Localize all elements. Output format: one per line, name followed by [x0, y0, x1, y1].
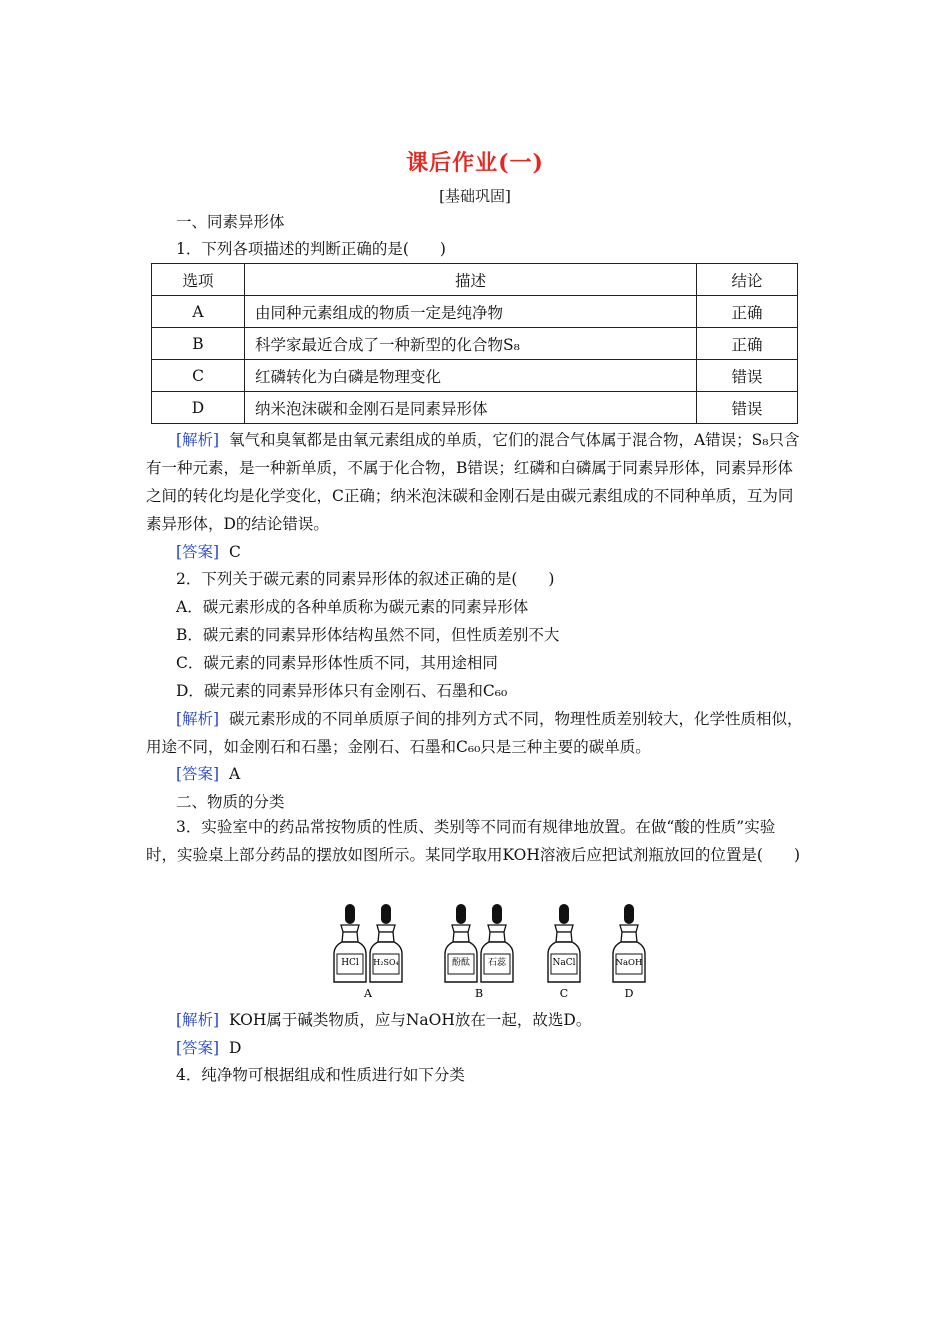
analysis-line	[176, 1008, 591, 1030]
table-cell: B	[152, 328, 245, 360]
bottle-label: H₂SO₄	[373, 958, 399, 967]
answer-line	[176, 540, 241, 562]
table-header: 描述	[245, 264, 697, 296]
option-b: B．碳元素的同素异形体结构虽然不同，但性质差别不大	[176, 626, 560, 644]
table-row	[152, 328, 798, 360]
analysis-text: 氧气和臭氧都是由氧元素组成的单质，它们的混合气体属于混合物，A错误；S₈只含有一种元素，是一种新单质，不属于化合物，B错误；红磷和白磷属于同素异形体，同素异形体之间的转化均是化学变化，C正确；纳米泡沫碳和金刚石是由碳元素组成的不同种单质，互为同素异形体，D的结论错误。	[146, 431, 800, 533]
bottle-naoh	[613, 904, 645, 982]
reagent-bottles-figure	[330, 902, 650, 1002]
table-cell: 由同种元素组成的物质一定是纯净物	[245, 296, 697, 328]
answer-tag: [答案]	[176, 543, 220, 561]
table-cell: 纳米泡沫碳和金刚石是同素异形体	[245, 392, 697, 424]
bottle-nacl	[548, 904, 580, 982]
table-cell: 正确	[697, 328, 798, 360]
section-heading: 二、物质的分类	[176, 793, 285, 811]
bottle-label: 石蕊	[487, 958, 507, 968]
bottle-label: 酚酞	[451, 958, 471, 968]
table-cell: D	[152, 392, 245, 424]
option-c: C．碳元素的同素异形体性质不同，其用途相同	[176, 654, 498, 672]
bottle-litmus	[481, 904, 513, 982]
group-label-b: B	[474, 987, 484, 1000]
analysis-tag: [解析]	[176, 431, 220, 449]
bottle-phenolphthalein	[445, 904, 477, 982]
table-header-row	[152, 264, 798, 296]
page-title: 课后作业(一)	[406, 150, 544, 176]
answer-value: C	[228, 543, 241, 561]
table-header: 结论	[697, 264, 798, 296]
question-stem: 1．下列各项描述的判断正确的是( )	[176, 240, 446, 258]
section-heading: 一、同素异形体	[176, 213, 285, 231]
table-cell: 正确	[697, 296, 798, 328]
table-cell: 错误	[697, 360, 798, 392]
option-a: A．碳元素形成的各种单质称为碳元素的同素异形体	[176, 598, 529, 616]
answer-tag: [答案]	[176, 765, 220, 783]
analysis-text: 碳元素形成的不同单质原子间的排列方式不同，物理性质差别较大，化学性质相似，用途不同，如金刚石和石墨；金刚石、石墨和C₆₀只是三种主要的碳单质。	[146, 710, 803, 756]
option-d: D．碳元素的同素异形体只有金刚石、石墨和C₆₀	[176, 682, 508, 700]
bottle-h2so4	[370, 904, 402, 982]
bottle-label: NaCl	[552, 958, 576, 968]
section-subtitle: [基础巩固]	[439, 187, 511, 205]
analysis-text: KOH属于碱类物质，应与NaOH放在一起，故选D。	[228, 1011, 592, 1029]
table-row	[152, 360, 798, 392]
question-stem: 3．实验室中的药品常按物质的性质、类别等不同而有规律地放置。在做“酸的性质”实验时，实验桌上部分药品的摆放如图所示。某同学取用KOH溶液后应把试剂瓶放回的位置是( )	[146, 818, 800, 864]
table-cell: C	[152, 360, 245, 392]
analysis-tag: [解析]	[176, 1011, 220, 1029]
table-row	[152, 392, 798, 424]
analysis-paragraph	[146, 426, 806, 538]
bottle-label: NaOH	[615, 958, 643, 968]
answer-tag: [答案]	[176, 1039, 220, 1057]
question-stem: 2．下列关于碳元素的同素异形体的叙述正确的是( )	[176, 570, 555, 588]
bottle-label: HCl	[341, 958, 359, 968]
table-cell: 红磷转化为白磷是物理变化	[245, 360, 697, 392]
answer-value: A	[228, 765, 241, 783]
bottle-hcl	[334, 904, 366, 982]
table-row	[152, 296, 798, 328]
answer-table	[151, 263, 798, 424]
answer-line	[176, 762, 240, 784]
answer-value: D	[228, 1039, 242, 1057]
group-label-a: A	[364, 987, 372, 1000]
table-cell: 科学家最近合成了一种新型的化合物S₈	[245, 328, 697, 360]
group-label-c: C	[559, 987, 569, 1000]
question-stem: 4．纯净物可根据组成和性质进行如下分类	[176, 1066, 465, 1084]
answer-line	[176, 1036, 241, 1058]
analysis-tag: [解析]	[176, 710, 220, 728]
table-header: 选项	[152, 264, 245, 296]
table-cell: A	[152, 296, 245, 328]
table-cell: 错误	[697, 392, 798, 424]
analysis-paragraph	[146, 705, 806, 761]
group-label-d: D	[624, 987, 634, 1000]
